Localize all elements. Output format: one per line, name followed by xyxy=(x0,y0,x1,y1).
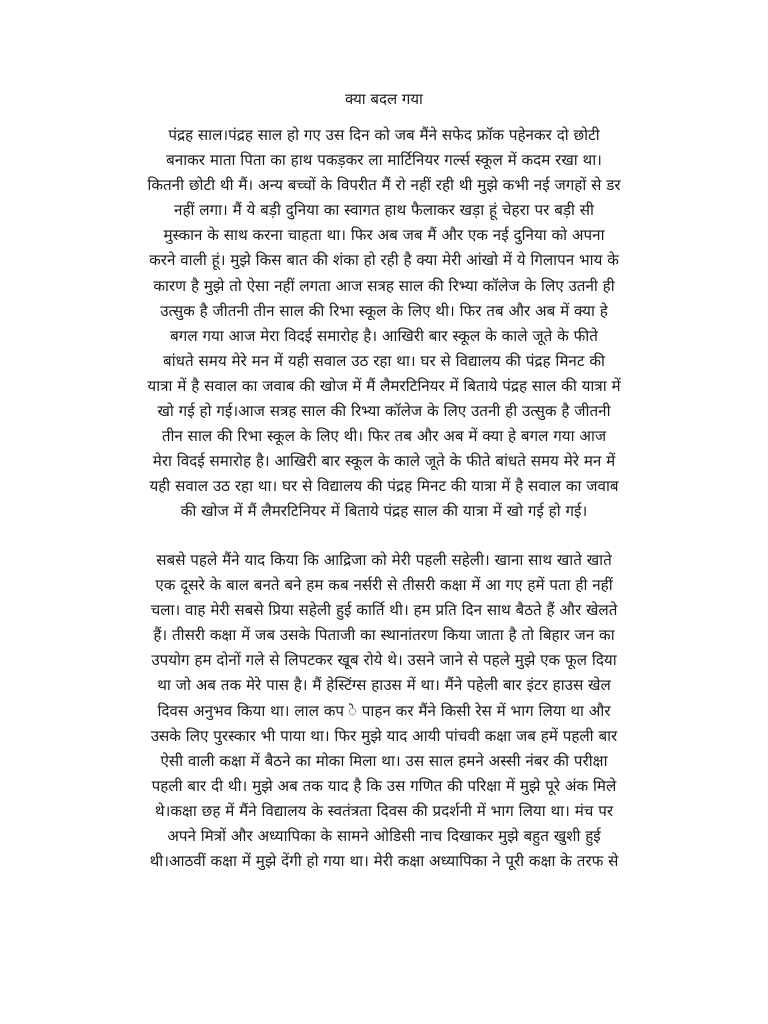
paragraph-line: चला। वाह मेरी सबसे प्रिया सहेली हुई कार्ति थी। हम प्रति दिन साथ बैठते हैं और खेलते xyxy=(150,601,618,620)
paragraph-line: बगल गया आज मेरा विदई समारोह है। आखिरी बार स्कूल के काले जूते के फीते xyxy=(170,326,598,345)
paragraph-line: हैं। तीसरी कक्षा में जब उसके पिताजी का स्थानांतरण किया जाता है तो बिहार जन का xyxy=(153,626,615,645)
paragraph-line: यात्रा में है सवाल का जवाब की खोज में मैं लैमरटिनियर में बिताये पंद्रह साल की यात्रा में xyxy=(147,376,621,395)
paragraph-1 xyxy=(92,123,676,525)
paragraph-line: थी।आठवीं कक्षा में मुझे देंगी हो गया था। मेरी कक्षा अध्यापिका ने पूरी कक्षा के तरफ से xyxy=(149,852,619,871)
paragraph-line: बांधते समय मेरे मन में यही सवाल उठ रहा था। घर से विद्यालय की पंद्रह मिनट की xyxy=(163,351,605,370)
paragraph-line: थे।कक्षा छह में मैंने विद्यालय के स्वतंत्रता दिवस की प्रदर्शनी में भाग लिया था। मंच पर xyxy=(154,801,614,820)
paragraph-line: खो गई हो गई।आज सत्रह साल की रिभ्या कॉलेज के लिए उतनी ही उत्सुक है जीतनी xyxy=(157,402,611,421)
paragraph-line: तीन साल की रिभा स्कूल के लिए थी। फिर तब और अब में क्या हे बगल गया आज xyxy=(161,427,607,446)
paragraph-line: बनाकर माता पिता का हाथ पकड़कर ला मार्टिनियर गर्ल्स स्कूल में कदम रखा था। xyxy=(166,151,602,170)
paragraph-line: एक दूसरे के बाल बनते बने हम कब नर्सरी से तीसरी कक्षा में आ गए हमें पता ही नहीं xyxy=(155,576,613,595)
paragraph-line: उसके लिए पुरस्कार भी पाया था। फिर मुझे याद आयी पांचवी कक्षा जब हमें पहली बार xyxy=(150,726,618,745)
paragraph-line: उपयोग हम दोनों गले से लिपटकर खूब रोये थे। उसने जाने से पहले मुझे एक फूल दिया xyxy=(151,651,617,670)
paragraph-line: ऐसी वाली कक्षा में बैठने का मोका मिला था। उस साल हमने अस्सी नंबर की परीक्षा xyxy=(160,751,608,770)
paragraph-line: मेरा विदई समारोह है। आखिरी बार स्कूल के काले जूते के फीते बांधते समय मेरे मन में xyxy=(152,452,616,471)
document-title: क्या बदल गया xyxy=(345,90,423,108)
paragraph-line: कितनी छोटी थी मैं। अन्य बच्चों के विपरीत मैं रो नहीं रही थी मुझे कभी नई जगहों से डर xyxy=(147,176,621,195)
paragraph-line: दिवस अनुभव किया था। लाल कप े पाहन कर मैंने किसी रेस में भाग लिया था और xyxy=(157,701,611,720)
paragraph-line: अपने मित्रों और अध्यापिका के सामने ओडिसी नाच दिखाकर मुझे बहुत खुशी हुई xyxy=(167,827,601,846)
paragraph-line: मुस्कान के साथ करना चाहता था। फिर अब जब मैं और एक नई दुनिया को अपना xyxy=(163,226,605,245)
paragraph-line: पहली बार दी थी। मुझे अब तक याद है कि उस गणित की परिक्षा में मुझे पूरे अंक मिले xyxy=(151,776,617,795)
paragraph-line: की खोज में मैं लैमरटिनियर में बिताये पंद्रह साल की यात्रा में खो गई हो गई। xyxy=(180,502,588,521)
paragraph-line: नहीं लगा। मैं ये बड़ी दुनिया का स्वागत हाथ फैलाकर खड़ा हूं चेहरा पर बड़ी सी xyxy=(174,201,594,220)
paragraph-line: उत्सुक है जीतनी तीन साल की रिभा स्कूल के लिए थी। फिर तब और अब में क्या हे xyxy=(160,301,608,320)
paragraph-line: कारण है मुझे तो ऐसा नहीं लगता आज सत्रह साल की रिभ्या कॉलेज के लिए उतनी ही xyxy=(153,276,615,295)
paragraph-line: पंद्रह साल।पंद्रह साल हो गए उस दिन को जब मैंने सफेद फ्रॉक पहेनकर दो छोटी xyxy=(168,126,600,144)
paragraph-line: सबसे पहले मैंने याद किया कि आद्रिजा को मेरी पहली सहेली। खाना साथ खाते खाते xyxy=(156,551,612,569)
paragraph-line: यही सवाल उठ रहा था। घर से विद्यालय की पंद्रह मिनट की यात्रा में है सवाल का जवाब xyxy=(149,477,619,496)
paragraph-line: था जो अब तक मेरे पास है। मैं हेस्टिंग्स हाउस में था। मैंने पहेली बार इंटर हाउस खेल xyxy=(157,676,611,695)
paragraph-line: करने वाली हूं। मुझे किस बात की शंका हो रही है क्या मेरी आंखो में ये गिलापन भाय के xyxy=(149,251,619,270)
paragraph-2 xyxy=(92,548,676,874)
